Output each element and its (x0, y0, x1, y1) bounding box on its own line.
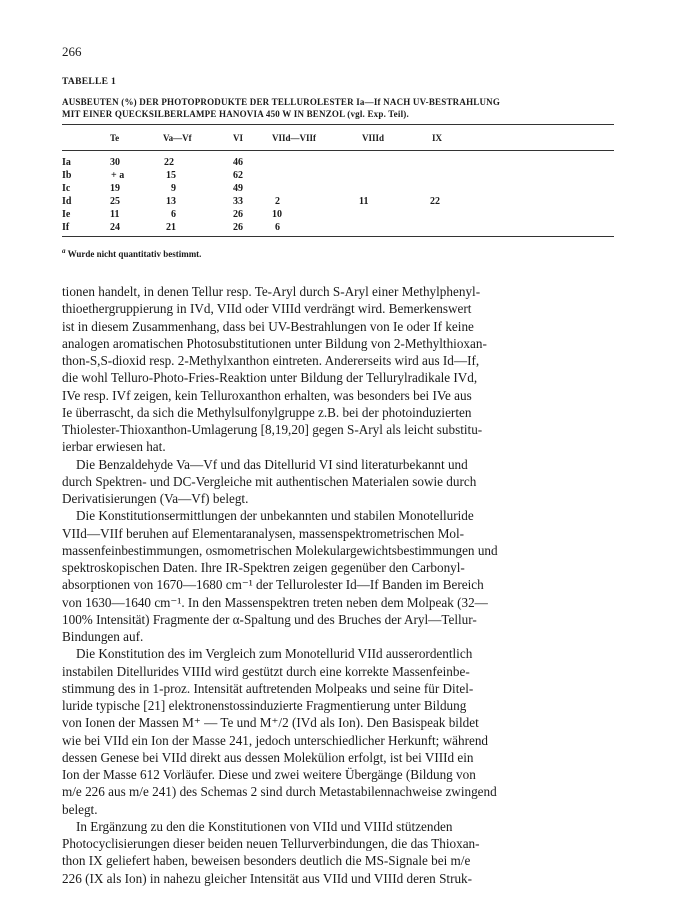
table-cell: 26 (233, 222, 243, 233)
table-header-ix: IX (432, 133, 443, 143)
table-cell: 26 (233, 209, 243, 220)
table-row-label: Ic (62, 183, 71, 194)
table-row-label: Id (62, 196, 72, 207)
table-caption-line: MIT EINER QUECKSILBERLAMPE HANOVIA 450 W IN BENZOL (vgl. Exp. Teil). (62, 109, 409, 119)
table-cell: 62 (233, 170, 243, 181)
table-cell: 6 (171, 209, 176, 220)
footnote-text: Wurde nicht quantitativ bestimmt. (67, 249, 202, 259)
text-line: instabilen Ditellurides VIIId wird gestützt durch eine korrekte Massenfeinbe- (62, 663, 470, 679)
text-line: Thiolester-Thioxanthon-Umlagerung [8,19,20] gegen S-Aryl als leicht substitu- (62, 422, 483, 437)
text-line: VIId—VIIf beruhen auf Elementaranalysen, massenspektrometrischen Mol- (62, 525, 465, 541)
table-caption-line: AUSBEUTEN (%) DER PHOTOPRODUKTE DER TELLUROLESTER Ia—If NACH UV-BESTRAHLUNG (62, 97, 501, 107)
table-row-label: If (62, 222, 70, 233)
table-cell: + a (111, 170, 125, 181)
text-line: belegt. (62, 801, 98, 817)
text-line: von Ionen der Massen M⁺ — Te und M⁺/2 (IVd als Ion). Den Basispeak bildet (62, 715, 479, 731)
text-line: stimmung des in 1-proz. Intensität auftretenden Molpeaks und seine für Ditel- (62, 680, 474, 696)
table-cell: 9 (171, 183, 176, 194)
table-cell: 21 (166, 222, 176, 233)
text-line: von 1630—1640 cm⁻¹. In den Massenspektren treten neben dem Molpeak (32— (62, 594, 488, 610)
table-top-rule (62, 124, 614, 125)
table-cell: 49 (233, 183, 243, 194)
table-cell: 46 (233, 157, 243, 168)
table-cell: 24 (110, 222, 120, 233)
table-cell: 30 (110, 157, 120, 168)
table-header-viiid: VIIId (362, 133, 385, 143)
text-line: Ion der Masse 612 Vorläufer. Diese und zwei weitere Übergänge (Bildung von (62, 767, 476, 782)
table-label: TABELLE 1 (62, 77, 116, 87)
table-cell: 22 (430, 196, 440, 207)
table-header-te: Te (110, 133, 120, 143)
table-cell: 2 (275, 196, 280, 207)
footnote-mark: a (62, 247, 66, 255)
text-line: 226 (IX als Ion) in nahezu gleicher Intensität aus VIId und VIIId deren Struk- (62, 870, 473, 886)
text-line: Die Konstitutionsermittlungen der unbekannten und stabilen Monotelluride (76, 508, 474, 524)
table-cell: 15 (166, 170, 176, 181)
table-cell: 22 (164, 157, 174, 168)
table-cell: 19 (110, 183, 120, 194)
text-line: Derivatisierungen (Va—Vf) belegt. (62, 491, 249, 506)
table-cell: 25 (110, 196, 120, 207)
text-line: durch Spektren- und DC-Vergleiche mit authentischen Materialen sowie durch (62, 473, 477, 489)
text-line: spektroskopischen Daten. Ihre IR-Spektren zeigen gegenüber den Carbonyl- (62, 560, 465, 575)
text-line: thon-S,S-dioxid resp. 2-Methylxanthon eintreten. Andererseits wird aus Id—If, (62, 353, 480, 368)
text-line: luride typische [21] elektronenstossinduzierte Fragmentierung unter Bildung (62, 698, 467, 713)
text-line: Photocyclisierungen dieser beiden neuen Tellurverbindungen, die das Thioxan- (62, 836, 480, 851)
text-line: Die Benzaldehyde Va—Vf und das Ditellurid VI sind literaturbekannt und (76, 456, 468, 472)
table-cell: 11 (110, 209, 120, 220)
table-row-label: Ia (62, 157, 71, 168)
table-header-viid-viif: VIId—VIIf (272, 133, 317, 143)
text-line: m/e 226 aus m/e 241) des Schemas 2 sind durch Metastabilennachweise zwingend (62, 784, 497, 800)
text-line: ierbar erwiesen hat. (62, 439, 166, 455)
text-line: ist in diesem Zusammenhang, dass bei UV-Bestrahlungen von Ie oder If keine (62, 318, 474, 334)
table-cell: 13 (166, 196, 176, 207)
table-bottom-rule (62, 236, 614, 237)
text-line: thioethergruppierung in IVd, VIId oder VIIId verdrängt wird. Bemerkenswert (62, 301, 472, 317)
table-cell: 11 (359, 196, 369, 207)
table-header-va-vf: Va—Vf (163, 133, 192, 143)
table-row-label: Ib (62, 170, 72, 181)
text-line: Ie überrascht, da sich die Methylsulfonylgruppe z.B. bei der photoinduzierten (62, 404, 472, 420)
text-line: In Ergänzung zu den die Konstitutionen von VIId und VIIId stützenden (76, 818, 453, 834)
table-footnote (62, 247, 201, 259)
text-line: die wohl Telluro-Photo-Fries-Reaktion unter Bildung der Tellurylradikale IVd, (62, 370, 478, 386)
text-line: tionen handelt, in denen Tellur resp. Te-Aryl durch S-Aryl einer Methylphenyl- (62, 284, 481, 299)
text-line: wie bei VIId ein Ion der Masse 241, jedoch unterschiedlicher Herkunft; während (62, 732, 489, 748)
text-line: Bindungen auf. (62, 629, 144, 644)
table-cell: 6 (275, 222, 280, 233)
text-line: dessen Genese bei VIId direkt aus dessen Molekülion erfolgt, ist bei VIIId ein (62, 749, 474, 765)
text-line: Die Konstitution des im Vergleich zum Monotellurid VIId ausserordentlich (76, 646, 473, 662)
table-cell: 10 (272, 209, 282, 220)
text-line: analogen aromatischen Photosubstitutionen unter Bildung von 2-Methylthioxan- (62, 335, 487, 351)
text-line: massenfeinbestimmungen, osmometrischen Molekulargewichtsbestimmungen und (62, 542, 498, 558)
table-row-label: Ie (62, 209, 71, 220)
text-line: thon IX geliefert haben, beweisen besonders deutlich die MS-Signale bei m/e (62, 853, 471, 869)
body-text (62, 283, 622, 887)
table-header-rule (62, 150, 614, 151)
text-line: absorptionen von 1670—1680 cm⁻¹ der Tellurolester Id—If Banden im Bereich (62, 577, 484, 593)
text-line: 100% Intensität) Fragmente der α-Spaltung und des Bruches der Aryl—Tellur- (62, 611, 477, 627)
table-header-vi: VI (233, 133, 244, 143)
page-number: 266 (62, 44, 82, 59)
text-line: IVe resp. IVf zeigen, kein Telluroxanthon erhalten, was besonders bei IVe aus (62, 387, 472, 403)
table-cell: 33 (233, 196, 243, 207)
table-caption (62, 96, 622, 120)
